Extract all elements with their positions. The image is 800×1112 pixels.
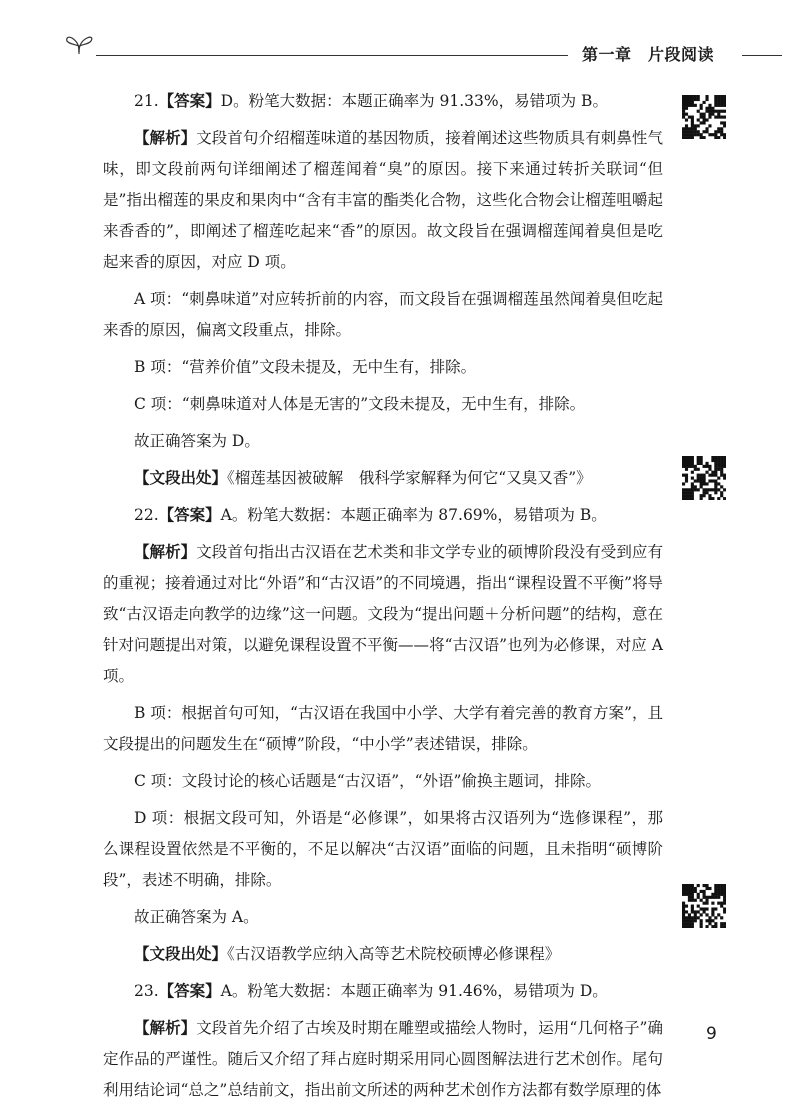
paragraph-text: B 项：“营养价值”文段未提及，无中生有，排除。 [134, 358, 477, 376]
header-rule-left [96, 55, 568, 56]
paragraph-a21A [103, 284, 663, 346]
header-rule-right [742, 55, 782, 56]
qr-code-icon[interactable] [682, 95, 726, 139]
page-number: 9 [706, 1024, 717, 1044]
paragraph-text: D。粉笔大数据：本题正确率为 91.33%，易错项为 B。 [220, 92, 608, 110]
paragraph-q22 [103, 500, 663, 531]
paragraph-a22R [103, 902, 663, 933]
section-tag: 【答案】 [158, 982, 221, 1000]
paragraph-a21B [103, 352, 663, 383]
question-number: 22. [134, 506, 159, 524]
paragraph-text: D 项：根据文段可知，外语是“必修课”，如果将古汉语列为“选修课程”，那么课程设置依然是不平衡的，不足以解决“古汉语”面临的问题，且未指明“硕博阶段”，表述不明确，排除。 [103, 809, 663, 889]
paragraph-q23 [103, 976, 663, 1007]
paragraph-a22D [103, 803, 663, 896]
paragraph-text: A。粉笔大数据：本题正确率为 87.69%，易错项为 B。 [220, 506, 607, 524]
sprout-icon [64, 32, 94, 54]
paragraph-text: C 项：“刺鼻味道对人体是无害的”文段未提及，无中生有，排除。 [134, 395, 586, 413]
paragraph-q21 [103, 86, 663, 117]
chapter-title: 第一章 片段阅读 [582, 45, 715, 64]
paragraph-text: 文段首句介绍榴莲味道的基因物质，接着阐述这些物质具有刺鼻性气味，即文段前两句详细阐述了榴莲闻着“臭”的原因。接下来通过转折关联词“但是”指出榴莲的果皮和果肉中“含有丰富的酯类化合物，这些化合物会让榴莲咀嚼起来香香的”，即阐述了榴莲吃起来“香”的原因。故文段旨在强调榴莲闻着臭但是吃起来香的原因，对应 D 项。 [103, 129, 663, 271]
question-number: 21. [134, 92, 159, 110]
qr-code-icon[interactable] [682, 456, 726, 500]
paragraph-text: 故正确答案为 A。 [134, 908, 259, 926]
paragraph-text: 文段首句指出古汉语在艺术类和非文学专业的硕博阶段没有受到应有的重视；接着通过对比“外语”和“古汉语”的不同境遇，指出“课程设置不平衡”将导致“古汉语走向教学的边缘”这一问题。文段为“提出问题＋分析问题”的结构，意在针对问题提出对策，以避免课程设置不平衡——将“古汉语”也列为必修课，对应 A 项。 [103, 543, 663, 685]
page-header [0, 0, 800, 64]
section-tag: 【答案】 [158, 506, 221, 524]
section-tag: 【解析】 [134, 1019, 197, 1037]
paragraph-text: 文段首先介绍了古埃及时期在雕塑或描绘人物时，运用“几何格子”确定作品的严谨性。随后又介绍了拜占庭时期采用同心圆图解法进行艺术创作。尾句利用结论词“总之”总结前文，指出前文所述的两种艺术创作方法都有数学原理的体 [103, 1019, 663, 1099]
section-tag: 【答案】 [158, 92, 221, 110]
paragraph-text: 《古汉语教学应纳入高等艺术院校硕博必修课程》 [227, 945, 561, 963]
answer-content [103, 86, 663, 1112]
paragraph-s22 [103, 939, 663, 970]
paragraph-a22B [103, 698, 663, 760]
paragraph-a22 [103, 537, 663, 692]
section-tag: 【文段出处】 [134, 945, 228, 963]
section-tag: 【解析】 [134, 543, 197, 561]
paragraph-text: B 项：根据首句可知，“古汉语在我国中小学、大学有着完善的教育方案”，且文段提出的问题发生在“硕博”阶段，“中小学”表述错误，排除。 [103, 704, 663, 753]
paragraph-a21C [103, 389, 663, 420]
paragraph-text: 故正确答案为 D。 [134, 432, 260, 450]
paragraph-text: A。粉笔大数据：本题正确率为 91.46%，易错项为 D。 [220, 982, 608, 1000]
qr-code-icon[interactable] [682, 884, 726, 928]
paragraph-a23 [103, 1013, 663, 1106]
paragraph-a21R [103, 426, 663, 457]
paragraph-s21 [103, 463, 663, 494]
paragraph-a21 [103, 123, 663, 278]
section-tag: 【解析】 [134, 129, 197, 147]
paragraph-a22C [103, 766, 663, 797]
paragraph-text: C 项：文段讨论的核心话题是“古汉语”，“外语”偷换主题词，排除。 [134, 772, 601, 790]
section-tag: 【文段出处】 [134, 469, 228, 487]
paragraph-text: A 项：“刺鼻味道”对应转折前的内容，而文段旨在强调榴莲虽然闻着臭但吃起来香的原因，偏离文段重点，排除。 [103, 290, 663, 339]
paragraph-text: 《榴莲基因被破解 俄科学家解释为何它“又臭又香”》 [227, 469, 592, 487]
question-number: 23. [134, 982, 159, 1000]
